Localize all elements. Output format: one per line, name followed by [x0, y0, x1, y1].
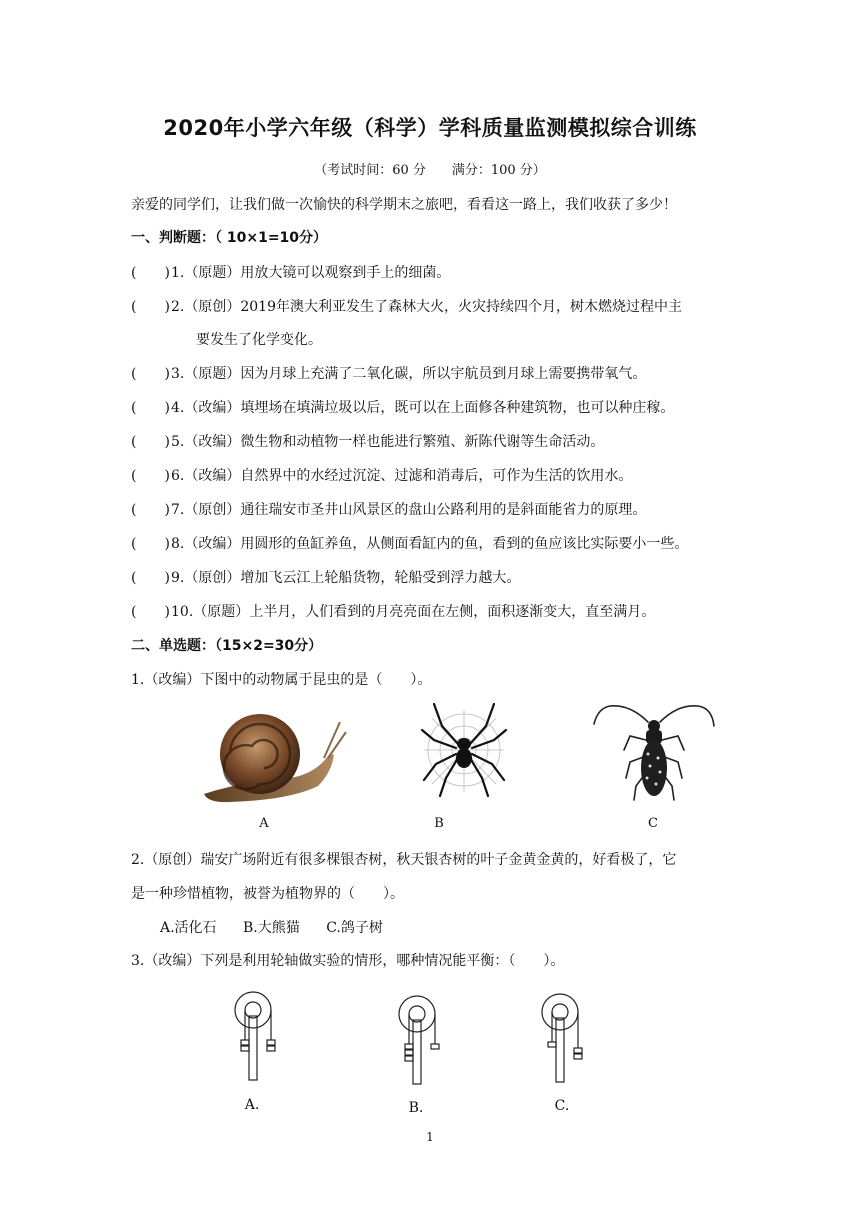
- answer-paren[interactable]: ( ): [131, 502, 170, 518]
- judge-item-text: 2.（原创）2019年澳大利亚发生了森林大火，火灾持续四个月，树木燃烧过程中主: [171, 299, 682, 315]
- judge-item-text: 7.（原创）通往瑞安市圣井山风景区的盘山公路利用的是斜面能省力的原理。: [171, 502, 647, 518]
- beetle-image: [590, 700, 718, 802]
- question-2-options: [160, 917, 405, 937]
- diagram-label-b: B.: [408, 1100, 424, 1116]
- section1-heading: 一、判断题：（ 10×1=10分）: [131, 230, 328, 246]
- option-a[interactable]: A.活化石: [160, 920, 217, 936]
- judge-item-6: [131, 465, 632, 485]
- judge-item-10: [131, 601, 655, 621]
- judge-item-text: 4.（改编）填埋场在填满垃圾以后，既可以在上面修各种建筑物，也可以种庄稼。: [171, 400, 675, 416]
- judge-item-4: [131, 397, 674, 417]
- judge-item-text: 5.（改编）微生物和动植物一样也能进行繁殖、新陈代谢等生命活动。: [171, 434, 605, 450]
- judge-item-2-continued: 要发生了化学变化。: [196, 332, 322, 348]
- option-b[interactable]: B.大熊猫: [243, 920, 300, 936]
- judge-item-2: [131, 296, 682, 316]
- answer-paren[interactable]: ( ): [131, 366, 170, 382]
- judge-item-7: [131, 499, 646, 519]
- diagram-label-a: A.: [244, 1097, 260, 1113]
- section2-heading: 二、单选题：（15×2=30分）: [131, 638, 323, 654]
- question-2-line2: 是一种珍惜植物，被誉为植物界的（ ）。: [131, 886, 404, 902]
- answer-paren[interactable]: ( ): [131, 570, 170, 586]
- question-2-line1: 2.（原创）瑞安广场附近有很多棵银杏树，秋天银杏树的叶子金黄金黄的，好看极了，它: [131, 852, 677, 868]
- judge-item-5: [131, 431, 604, 451]
- intro-text: 亲爱的同学们，让我们做一次愉快的科学期末之旅吧，看看这一路上，我们收获了多少！: [131, 197, 677, 213]
- question-1: 1.（改编）下图中的动物属于昆虫的是（ ）。: [131, 672, 432, 688]
- judge-item-text: 6.（改编）自然界中的水经过沉淀、过滤和消毒后，可作为生活的饮用水。: [171, 468, 633, 484]
- judge-item-1: [131, 262, 450, 282]
- judge-item-text: 3.（原题）因为月球上充满了二氧化碳，所以宇航员到月球上需要携带氧气。: [171, 366, 647, 382]
- page-number: 1: [426, 1130, 434, 1144]
- page-title: 2020年小学六年级（科学）学科质量监测模拟综合训练: [163, 116, 697, 140]
- answer-paren[interactable]: ( ): [131, 468, 170, 484]
- answer-paren[interactable]: ( ): [131, 536, 170, 552]
- answer-paren[interactable]: ( ): [131, 265, 170, 281]
- judge-item-text: 10.（原题）上半月，人们看到的月亮亮面在左侧，面积逐渐变大，直至满月。: [171, 604, 656, 620]
- judge-item-3: [131, 363, 646, 383]
- wheel-axle-diagram-c: [532, 992, 592, 1084]
- wheel-axle-diagram-a: [225, 990, 285, 1082]
- judge-item-9: [131, 567, 520, 587]
- option-label-c: C: [648, 816, 658, 831]
- spider-image: [418, 700, 510, 798]
- diagram-label-c: C.: [554, 1098, 570, 1114]
- answer-paren[interactable]: ( ): [131, 434, 170, 450]
- wheel-axle-diagram-b: [389, 994, 449, 1086]
- answer-paren[interactable]: ( ): [131, 299, 170, 315]
- snail-image: [200, 708, 350, 806]
- judge-item-text: 1.（原题）用放大镜可以观察到手上的细菌。: [171, 265, 451, 281]
- judge-item-8: [131, 533, 688, 553]
- answer-paren[interactable]: ( ): [131, 400, 170, 416]
- option-label-a: A: [259, 816, 269, 831]
- option-label-b: B: [434, 816, 444, 831]
- judge-item-text: 9.（原创）增加飞云江上轮船货物，轮船受到浮力越大。: [171, 570, 521, 586]
- question-3: 3.（改编）下列是利用轮轴做实验的情形，哪种情况能平衡：（ ）。: [131, 953, 565, 969]
- judge-item-text: 8.（改编）用圆形的鱼缸养鱼，从侧面看缸内的鱼，看到的鱼应该比实际要小一些。: [171, 536, 689, 552]
- option-c[interactable]: C.鸽子树: [326, 920, 383, 936]
- exam-info: （考试时间：60 分 满分：100 分）: [314, 163, 546, 178]
- answer-paren[interactable]: ( ): [131, 604, 170, 620]
